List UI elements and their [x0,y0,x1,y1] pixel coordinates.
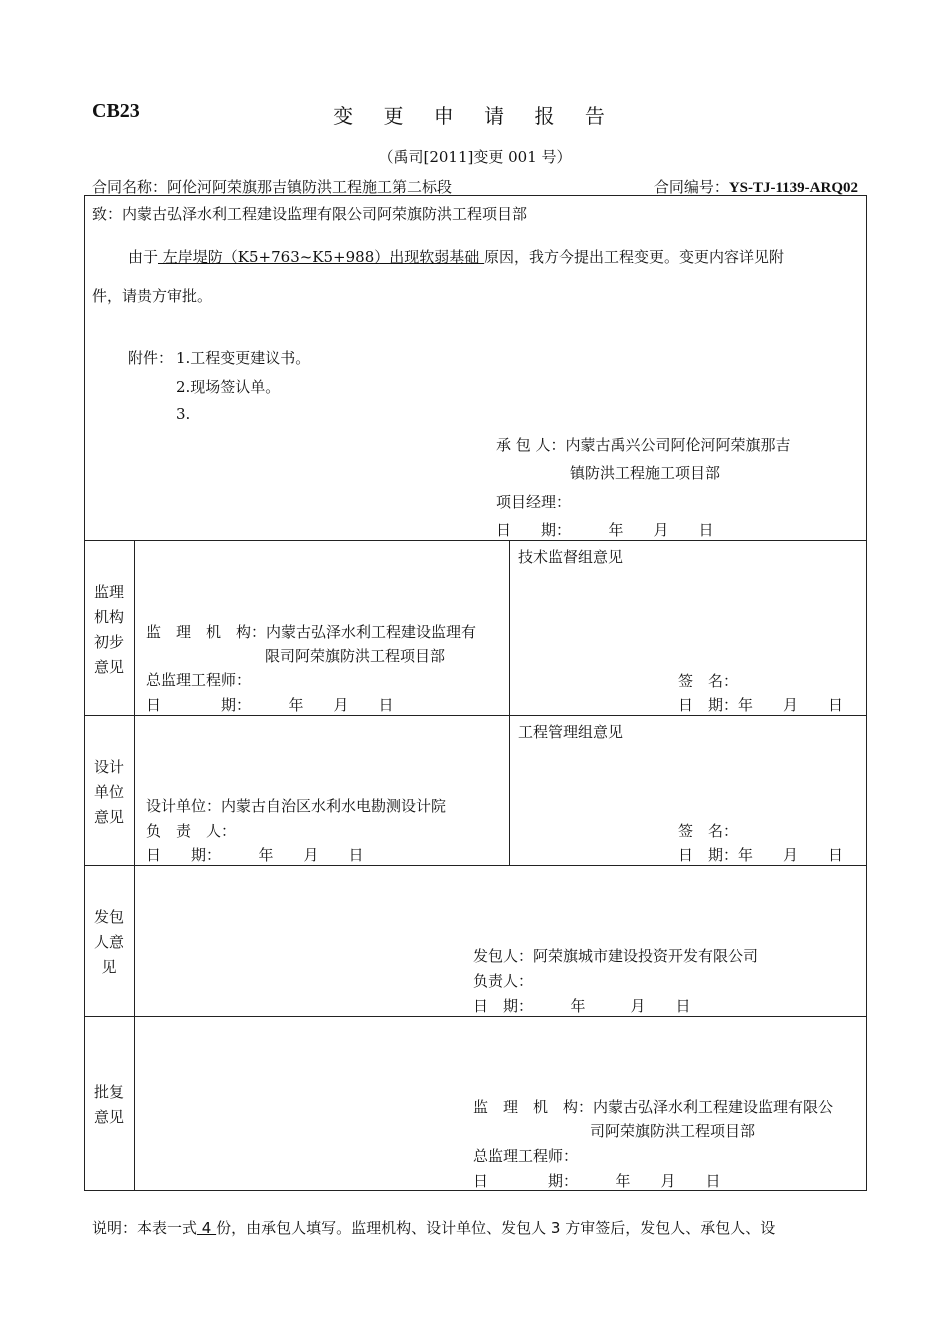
request-date: 日 期： 年 月 日 [496,521,714,539]
employer-label: 发包人意见 [93,908,124,976]
design-label: 设计单位意见 [93,758,124,826]
engineering-mgmt-title: 工程管理组意见 [518,723,624,741]
approval-chief-supervisor: 总监理工程师： [473,1147,579,1165]
reason-value: 左岸堤防（K5+763~K5+988）出现软弱基础 [158,248,485,266]
employer-name: 发包人：阿荣旗城市建设投资开发有限公司 [473,947,759,965]
page-title: 变 更 申 请 报 告 [333,104,617,128]
form-code: CB23 [92,100,140,122]
change-reason [128,246,784,267]
form-table [84,195,867,1191]
attachment-item: 2.现场签认单。 [176,378,281,396]
footer-copies: 4 [197,1219,217,1237]
row-divider [84,1016,867,1017]
chief-supervisor: 总监理工程师： [146,671,252,689]
footer-prefix: 说明：本表一式 [92,1219,198,1237]
contractor: 承 包 人：内蒙古禹兴公司阿伦河阿荣旗那吉 [496,436,791,454]
reason-suffix: 原因，我方今提出工程变更。变更内容详见附 [484,248,785,266]
approval-date: 日 期： 年 月 日 [473,1172,721,1190]
row-divider [84,715,867,716]
employer-person: 负责人： [473,972,534,990]
row-divider [84,865,867,866]
attachment-item: 1.工程变更建议书。 [176,349,311,367]
label-column-divider [134,540,135,1191]
opinion-column-divider [509,540,510,865]
supervision-org-continued: 限司阿荣旗防洪工程项目部 [265,647,446,665]
contract-number-value: YS-TJ-1139-ARQ02 [728,180,858,196]
document-number: （禹司[2011]变更 001 号） [378,148,572,166]
tech-date: 日 期：年 月 日 [678,696,844,714]
reason-prefix: 由于 [128,248,159,266]
addressee: 致：内蒙古弘泽水利工程建设监理有限公司阿荣旗防洪工程项目部 [92,205,528,223]
supervision-org: 监 理 机 构：内蒙古弘泽水利工程建设监理有 [146,623,477,641]
supervision-label: 监理机构初步意见 [93,583,124,676]
approval-label: 批复意见 [93,1083,124,1126]
supervision-date: 日 期： 年 月 日 [146,696,394,714]
contract-name: 合同名称：阿伦河阿荣旗那吉镇防洪工程施工第二标段 [92,178,453,196]
employer-date: 日 期： 年 月 日 [473,997,691,1015]
approval-org-continued: 司阿荣旗防洪工程项目部 [590,1122,756,1140]
contract-number-label: 合同编号： [653,178,729,196]
change-reason-continued: 件，请贵方审批。 [92,287,213,305]
mgmt-signature: 签 名： [678,822,739,840]
tech-signature: 签 名： [678,672,739,690]
tech-supervision-title: 技术监督组意见 [518,548,624,566]
mgmt-date: 日 期：年 月 日 [678,846,844,864]
attachment-item: 3. [176,405,191,423]
row-divider [84,540,867,541]
design-date: 日 期： 年 月 日 [146,846,364,864]
contract-number [654,176,858,197]
footer-suffix: 份，由承包人填写。监理机构、设计单位、发包人 3 方审签后，发包人、承包人、设 [216,1219,776,1237]
approval-org: 监 理 机 构：内蒙古弘泽水利工程建设监理有限公 [473,1098,834,1116]
contractor-continued: 镇防洪工程施工项目部 [570,464,721,482]
design-person: 负 责 人： [146,822,237,840]
design-unit: 设计单位：内蒙古自治区水利水电勘测设计院 [146,797,447,815]
footer-note [92,1217,775,1238]
project-manager: 项目经理： [496,493,572,511]
attachments-label: 附件： [128,349,174,367]
